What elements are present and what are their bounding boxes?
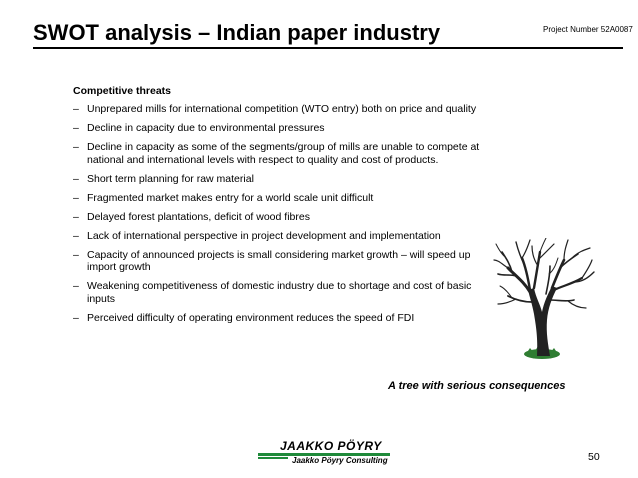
list-item-text: Lack of international perspective in project development and implementation (87, 229, 441, 242)
bullet-dash: – (73, 248, 79, 261)
bullet-dash: – (73, 311, 79, 324)
list-item-text: Capacity of announced projects is small considering market growth – will speed up import growth (87, 248, 471, 273)
list-item (73, 173, 493, 186)
company-logo (258, 438, 398, 474)
list-item-text: Perceived difficulty of operating environment reduces the speed of FDI (87, 311, 415, 324)
list-item (73, 211, 493, 224)
project-number: Project Number 52A0087 (543, 25, 633, 34)
logo-main-text: JAAKKO PÖYRY (280, 439, 382, 453)
list-item-text: Weakening competitiveness of domestic industry due to shortage and cost of basic inputs (87, 280, 472, 305)
bare-tree-icon (490, 238, 600, 368)
list-item (73, 312, 493, 325)
logo-sub-text: Jaakko Pöyry Consulting (292, 456, 388, 465)
bullet-dash: – (73, 141, 79, 153)
page-number: 50 (588, 451, 600, 463)
title-rule (33, 47, 623, 49)
bullet-dash: – (73, 191, 79, 204)
bullet-dash: – (73, 103, 79, 115)
bullet-dash: – (73, 122, 79, 134)
logo-bar-secondary (258, 457, 288, 459)
illustration-caption: A tree with serious consequences (388, 380, 566, 392)
list-item (73, 103, 493, 116)
page-title: SWOT analysis – Indian paper industry (33, 20, 441, 45)
list-item (73, 192, 493, 205)
bullet-dash: – (73, 210, 79, 223)
list-item (73, 141, 493, 166)
list-item (73, 280, 493, 305)
list-item-text: Short term planning for raw material (87, 172, 254, 185)
list-item-text: Decline in capacity as some of the segments/group of mills are unable to compete at national and international levels with respect to quality and cost of products. (87, 141, 480, 166)
bullet-dash: – (73, 280, 79, 292)
list-item-text: Decline in capacity due to environmental pressures (87, 122, 325, 134)
section-heading: Competitive threats (73, 85, 172, 97)
list-item (73, 249, 493, 274)
list-item (73, 230, 493, 243)
bullet-dash: – (73, 172, 79, 185)
list-item (73, 122, 493, 135)
list-item-text: Unprepared mills for international competition (WTO entry) both on price and quality (87, 103, 477, 115)
threat-list (73, 103, 493, 331)
list-item-text: Delayed forest plantations, deficit of wood fibres (87, 210, 310, 223)
bullet-dash: – (73, 229, 79, 242)
list-item-text: Fragmented market makes entry for a world scale unit difficult (87, 191, 374, 204)
